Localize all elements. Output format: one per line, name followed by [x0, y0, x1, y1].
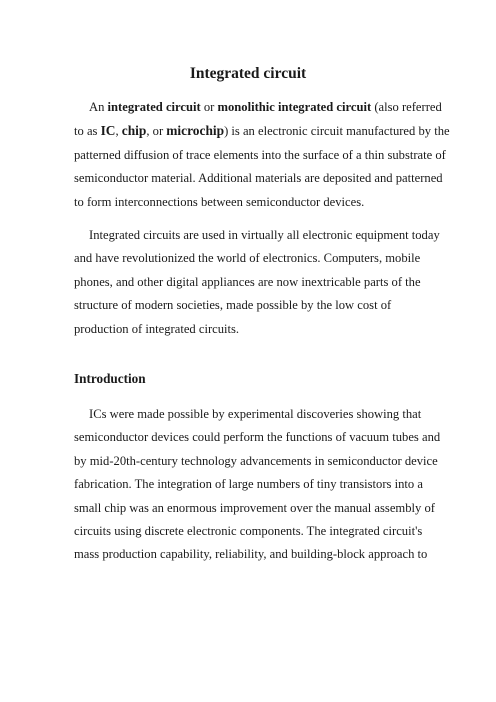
text-line [74, 119, 454, 143]
text-line: semiconductor devices could perform the functions of vacuum tubes and [74, 430, 441, 445]
text-run: , [115, 124, 122, 139]
term-monolithic-integrated-circuit: monolithic integrated circuit [217, 100, 372, 114]
page-title: Integrated circuit [189, 65, 307, 82]
text-line [74, 96, 454, 119]
text-line: patterned diffusion of trace elements into the surface of a thin substrate of [74, 147, 446, 162]
text-line: semiconductor material. Additional materials are deposited and patterned [74, 171, 443, 186]
text-run: or [200, 100, 218, 114]
term-ic: IC [100, 123, 116, 139]
text-run: to as [74, 124, 101, 139]
paragraph-usage [74, 224, 454, 341]
text-line: structure of modern societies, made possible by the low cost of [74, 298, 392, 313]
text-run: (also referred [371, 100, 442, 114]
text-line: production of integrated circuits. [74, 321, 240, 336]
paragraph-introduction [74, 403, 454, 567]
text-run: An [89, 100, 108, 114]
text-line: ICs were made possible by experimental discoveries showing that [89, 407, 422, 421]
term-integrated-circuit: integrated circuit [107, 100, 201, 114]
text-run: , or [146, 124, 167, 139]
paragraph-definition [74, 96, 454, 214]
text-line: Integrated circuits are used in virtually all electronic equipment today [89, 228, 440, 242]
text-line: mass production capability, reliability, and building-block approach to [74, 547, 428, 562]
term-microchip: microchip [166, 123, 225, 139]
text-line: fabrication. The integration of large numbers of tiny transistors into a [74, 477, 423, 492]
text-line: phones, and other digital appliances are now inextricable parts of the [74, 274, 421, 289]
text-line: to form interconnections between semiconductor devices. [74, 194, 365, 209]
text-line: circuits using discrete electronic components. The integrated circuit's [74, 524, 423, 539]
text-line: small chip was an enormous improvement over the manual assembly of [74, 500, 435, 515]
text-run: ) is an electronic circuit manufactured by the [224, 124, 450, 139]
term-chip: chip [121, 123, 147, 139]
section-heading-introduction: Introduction [74, 371, 146, 386]
text-line: by mid-20th-century technology advancements in semiconductor device [74, 453, 438, 468]
text-line: and have revolutionized the world of electronics. Computers, mobile [74, 251, 421, 266]
